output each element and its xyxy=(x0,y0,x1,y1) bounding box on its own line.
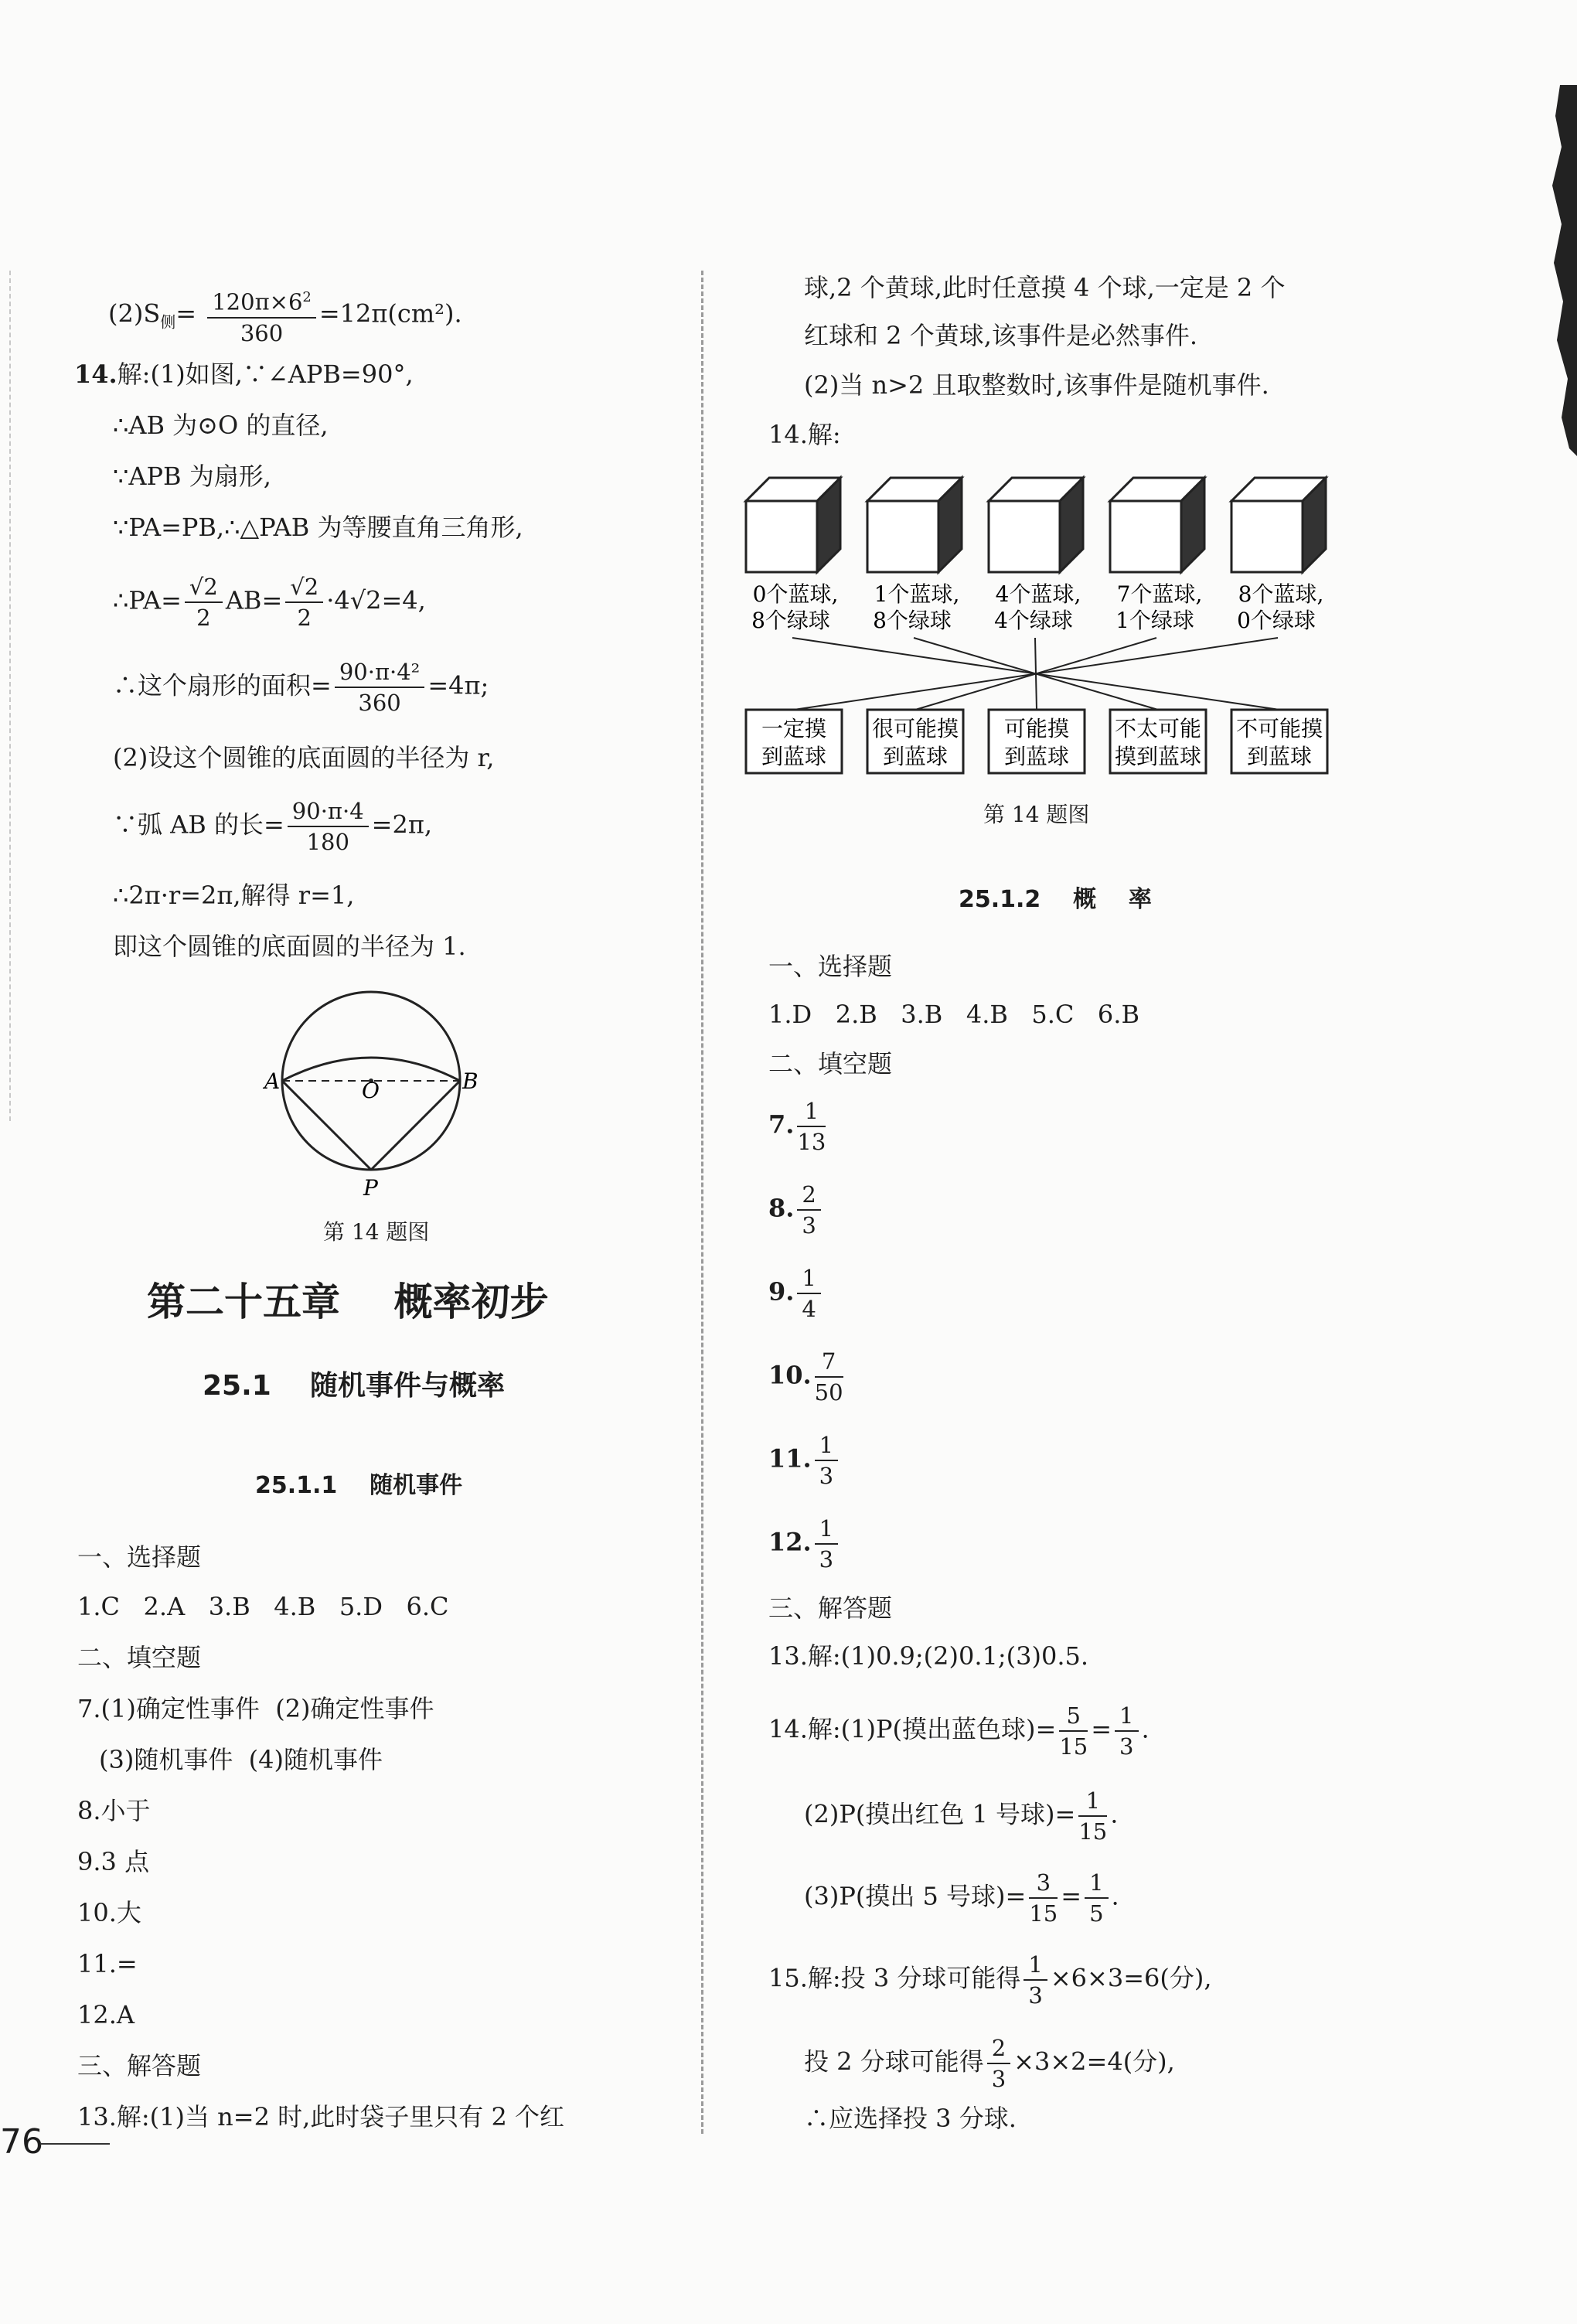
bag-label-line2: 8个绿球 xyxy=(751,608,830,633)
left-a12: 12.A xyxy=(77,2000,135,2029)
result-box xyxy=(1231,710,1327,773)
right-c3: (2)当 n>2 且取整数时,该事件是随机事件. xyxy=(804,370,1269,400)
result-box xyxy=(989,710,1085,773)
circle-figure xyxy=(255,980,487,1205)
fill-answer-number: 8. xyxy=(768,1193,795,1223)
q14-line2: ∴AB 为⊙O 的直径, xyxy=(113,411,329,440)
label-O: O xyxy=(362,1078,380,1103)
q14-line10: 即这个圆锥的底面圆的半径为 1. xyxy=(113,932,466,961)
result-line2: 摸到蓝球 xyxy=(1114,744,1202,769)
left-a13: 13.解:(1)当 n=2 时,此时袋子里只有 2 个红 xyxy=(77,2102,565,2131)
bag-label-line1: 8个蓝球, xyxy=(1238,581,1324,607)
q14-line7: (2)设这个圆锥的底面圆的半径为 r, xyxy=(113,743,495,772)
page-number: 76 xyxy=(0,2122,43,2162)
bag-cube xyxy=(867,478,962,572)
left-s2-label: 二、填空题 xyxy=(77,1643,202,1672)
bag-label-line1: 0个蓝球, xyxy=(752,581,839,607)
section-title: 25.1 随机事件与概率 xyxy=(203,1370,505,1402)
bag-cube xyxy=(746,478,840,572)
fill-answer-fraction: $\frac{1}{3}$ xyxy=(815,1514,838,1574)
fill-answer-fraction: $\frac{7}{50}$ xyxy=(814,1348,843,1406)
fill-answer-number: 7. xyxy=(768,1109,795,1140)
fill-answer-fraction: $\frac{1}{13}$ xyxy=(797,1098,826,1155)
bag-label-line1: 4个蓝球, xyxy=(995,581,1081,607)
fill-answer-number: 11. xyxy=(768,1443,812,1474)
result-box xyxy=(867,710,963,773)
bag-label-line2: 0个绿球 xyxy=(1237,608,1316,633)
fill-answer-number: 10. xyxy=(768,1360,812,1390)
fill-answer xyxy=(768,1514,841,1574)
left-s1-answers: 1.C 2.A 3.B 4.B 5.D 6.C xyxy=(77,1592,449,1621)
bag-cube xyxy=(1231,478,1326,572)
fill-answer xyxy=(768,1096,829,1157)
label-B: B xyxy=(462,1068,479,1094)
column-divider xyxy=(701,271,703,2134)
q14-line3: ∵APB 为扇形, xyxy=(113,462,271,491)
result-line2: 到蓝球 xyxy=(1246,744,1313,769)
fill-answer xyxy=(768,1430,841,1491)
result-box xyxy=(1110,710,1206,773)
left-a11: 11.= xyxy=(77,1949,138,1978)
label-A: A xyxy=(264,1068,281,1094)
bag-label-line1: 7个蓝球, xyxy=(1116,581,1203,607)
fill-answer-number: 9. xyxy=(768,1276,795,1307)
left-a8: 8.小于 xyxy=(77,1796,151,1825)
right-figure-caption: 第 14 题图 xyxy=(983,802,1090,827)
right-a15-3: ∴应选择投 3 分球. xyxy=(804,2104,1017,2133)
result-line1: 可能摸 xyxy=(1003,716,1070,741)
fill-answer-fraction: $\frac{1}{3}$ xyxy=(815,1430,838,1491)
fill-answer xyxy=(768,1263,824,1324)
right-c1: 球,2 个黄球,此时任意摸 4 个球,一定是 2 个 xyxy=(804,273,1286,302)
bag-cube xyxy=(1110,478,1204,572)
q14-line5: ∴PA= $\frac{√2}{2}$ AB= $\frac{√2}{2}$ ·4√2=4, xyxy=(113,574,426,631)
right-s2-label: 二、填空题 xyxy=(768,1049,893,1079)
result-line1: 一定摸 xyxy=(761,716,827,741)
right-a14-1: 14.解:(1)P(摸出蓝色球)= $\frac{5}{15}$ = $\frac{1}{3}$ . xyxy=(768,1702,1150,1760)
left-s1-label: 一、选择题 xyxy=(77,1542,202,1572)
label-P: P xyxy=(363,1175,378,1201)
fill-answer-fraction: $\frac{1}{4}$ xyxy=(797,1263,820,1324)
fill-answer xyxy=(768,1180,824,1240)
result-line2: 到蓝球 xyxy=(1003,744,1070,769)
left-a7b: (3)随机事件 (4)随机事件 xyxy=(99,1745,383,1774)
bag-label-line2: 8个绿球 xyxy=(873,608,952,633)
bag-label-line2: 4个绿球 xyxy=(994,608,1073,633)
q14-line8: ∵弧 AB 的长= $\frac{90\cdot\pi\cdot 4}{180}$ =2π, xyxy=(113,798,433,855)
bag-label-line2: 1个绿球 xyxy=(1115,608,1194,633)
q14-line6: ∴这个扇形的面积= $\frac{\text{90·π·4²}}{360}$ =4π; xyxy=(113,659,489,716)
result-line1: 不可能摸 xyxy=(1235,716,1323,741)
right-a13: 13.解:(1)0.9;(2)0.1;(3)0.5. xyxy=(768,1641,1089,1671)
right-a15-2: 投 2 分球可能得 $\frac{2}{3}$ ×3×2=4(分), xyxy=(804,2035,1175,2092)
left-a9: 9.3 点 xyxy=(77,1847,150,1876)
result-line1: 不太可能 xyxy=(1114,716,1202,741)
right-a15-1: 15.解:投 3 分球可能得 $\frac{1}{3}$ ×6×3=6(分), xyxy=(768,1951,1212,2009)
chapter-title: 第二十五章 概率初步 xyxy=(147,1280,549,1324)
result-line2: 到蓝球 xyxy=(882,744,949,769)
bag-label-line1: 1个蓝球, xyxy=(874,581,960,607)
result-box xyxy=(746,710,842,773)
page-number-rule xyxy=(40,2143,110,2145)
fill-answer-number: 12. xyxy=(768,1527,812,1557)
right-s3-label: 三、解答题 xyxy=(768,1593,893,1623)
right-q14: 14.解: xyxy=(768,420,841,449)
left-s3-label: 三、解答题 xyxy=(77,2051,202,2080)
fill-answer xyxy=(768,1347,846,1407)
left-figure-caption: 第 14 题图 xyxy=(323,1219,430,1245)
ball-bag-diagram xyxy=(742,472,1345,781)
left-margin-line xyxy=(9,271,11,1121)
right-a14-3: (3)P(摸出 5 号球)= $\frac{3}{15}$ = $\frac{1}{5}$ . xyxy=(804,1869,1119,1927)
q14-line4: ∵PA=PB,∴△PAB 为等腰直角三角形, xyxy=(113,513,523,542)
bag-cube xyxy=(989,478,1083,572)
left-a7a: 7.(1)确定性事件 (2)确定性事件 xyxy=(77,1694,434,1723)
right-s1-label: 一、选择题 xyxy=(768,952,893,981)
torn-edge xyxy=(1523,85,1577,456)
right-subsection-title: 25.1.2 概 率 xyxy=(959,886,1152,913)
fill-answer-fraction: $\frac{2}{3}$ xyxy=(797,1180,820,1240)
right-c2: 红球和 2 个黄球,该事件是必然事件. xyxy=(804,321,1198,350)
subsection-title: 25.1.1 随机事件 xyxy=(255,1472,463,1499)
q13-part2: $(2)S_侧=$ $\frac{120\pi\times 6^2}{360}$ =12π(cm²). xyxy=(108,283,462,348)
result-line2: 到蓝球 xyxy=(761,744,827,769)
right-a14-2: (2)P(摸出红色 1 号球)= $\frac{1}{15}$ . xyxy=(804,1787,1119,1845)
q14-line1: 14.解:(1)如图,∵∠APB=90°, xyxy=(74,360,414,389)
result-line1: 很可能摸 xyxy=(871,716,959,741)
right-s1-answers: 1.D 2.B 3.B 4.B 5.C 6.B xyxy=(768,1000,1139,1029)
q14-line9: ∴2π·r=2π,解得 r=1, xyxy=(113,881,355,910)
left-a10: 10.大 xyxy=(77,1898,141,1927)
